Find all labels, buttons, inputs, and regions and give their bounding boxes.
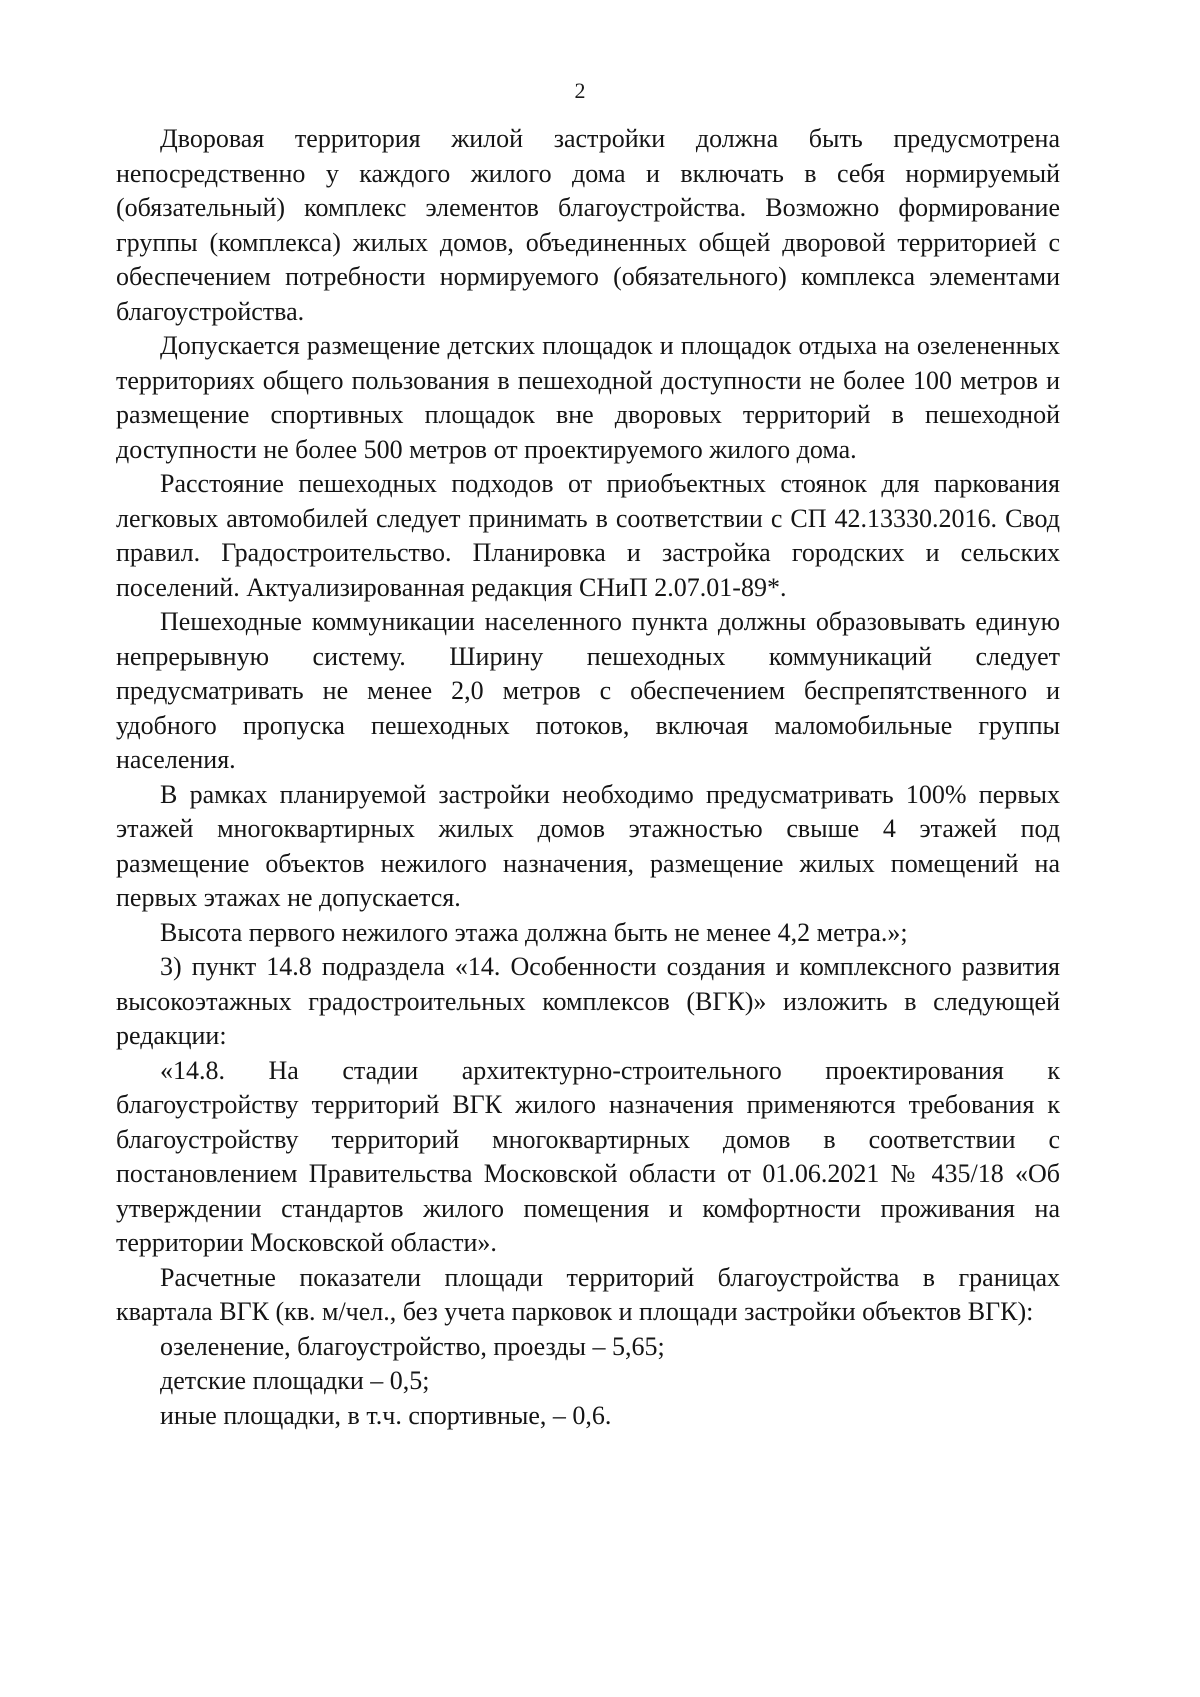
paragraph-first-floors: В рамках планируемой застройки необходимо предусматривать 100% первых этажей многоквартирных жилых домов этажностью свыше 4 этажей под размещение объектов нежилого назначения, размещение жилых помещений на первых этажах не допускается.	[116, 779, 1060, 912]
page-number: 2	[574, 78, 586, 103]
paragraph-indicators-intro: Расчетные показатели площади территорий благоустройства в границах квартала ВГК (кв. м/чел., без учета парковок и площади застройки объектов ВГК):	[116, 1262, 1060, 1326]
paragraph-clause-3: 3) пункт 14.8 подраздела «14. Особенности создания и комплексного развития высокоэтажных градостроительных комплексов (ВГК)» изложить в следующей редакции:	[116, 952, 1060, 1050]
indicator-landscaping: озеленение, благоустройство, проезды – 5,65;	[160, 1331, 665, 1361]
indicator-other-playgrounds: иные площадки, в т.ч. спортивные, – 0,6.	[160, 1400, 612, 1430]
document-body	[116, 122, 1060, 1433]
paragraph-clause-14-8: «14.8. На стадии архитектурно-строительного проектирования к благоустройству территорий ВГК жилого назначения применяются требования к благоустройству территорий многоквартирных домов в соответствии с постановлением Правительства Московской области от 01.06.2021 № 435/18 «Об утверждении стандартов жилого помещения и комфортности проживания на территории Московской области».	[116, 1055, 1060, 1257]
paragraph-playgrounds: Допускается размещение детских площадок и площадок отдыха на озелененных территориях общего пользования в пешеходной доступности не более 100 метров и размещение спортивных площадок вне дворовых территорий в пешеходной доступности не более 500 метров от проектируемого жилого дома.	[116, 331, 1060, 464]
paragraph-courtyard: Дворовая территория жилой застройки должна быть предусмотрена непосредственно у каждого жилого дома и включать в себя нормируемый (обязательный) комплекс элементов благоустройства. Возможно формирование группы (комплекса) жилых домов, объединенных общей дворовой территорией с обеспечением потребности нормируемого (обязательного) комплекса элементами благоустройства.	[116, 124, 1060, 326]
paragraph-floor-height: Высота первого нежилого этажа должна быть не менее 4,2 метра.»;	[160, 917, 908, 947]
paragraph-parking-distance: Расстояние пешеходных подходов от приобъектных стоянок для паркования легковых автомобилей следует принимать в соответствии с СП 42.13330.2016. Свод правил. Градостроительство. Планировка и застройка городских и сельских поселений. Актуализированная редакция СНиП 2.07.01-89*.	[116, 469, 1060, 602]
indicator-children-playgrounds: детские площадки – 0,5;	[160, 1366, 430, 1395]
paragraph-pedestrian-communications: Пешеходные коммуникации населенного пункта должны образовывать единую непрерывную систему. Ширину пешеходных коммуникаций следует предусматривать не менее 2,0 метров с обеспечением беспрепятственного и удобного пропуска пешеходных потоков, включая маломобильные группы населения.	[116, 607, 1060, 774]
